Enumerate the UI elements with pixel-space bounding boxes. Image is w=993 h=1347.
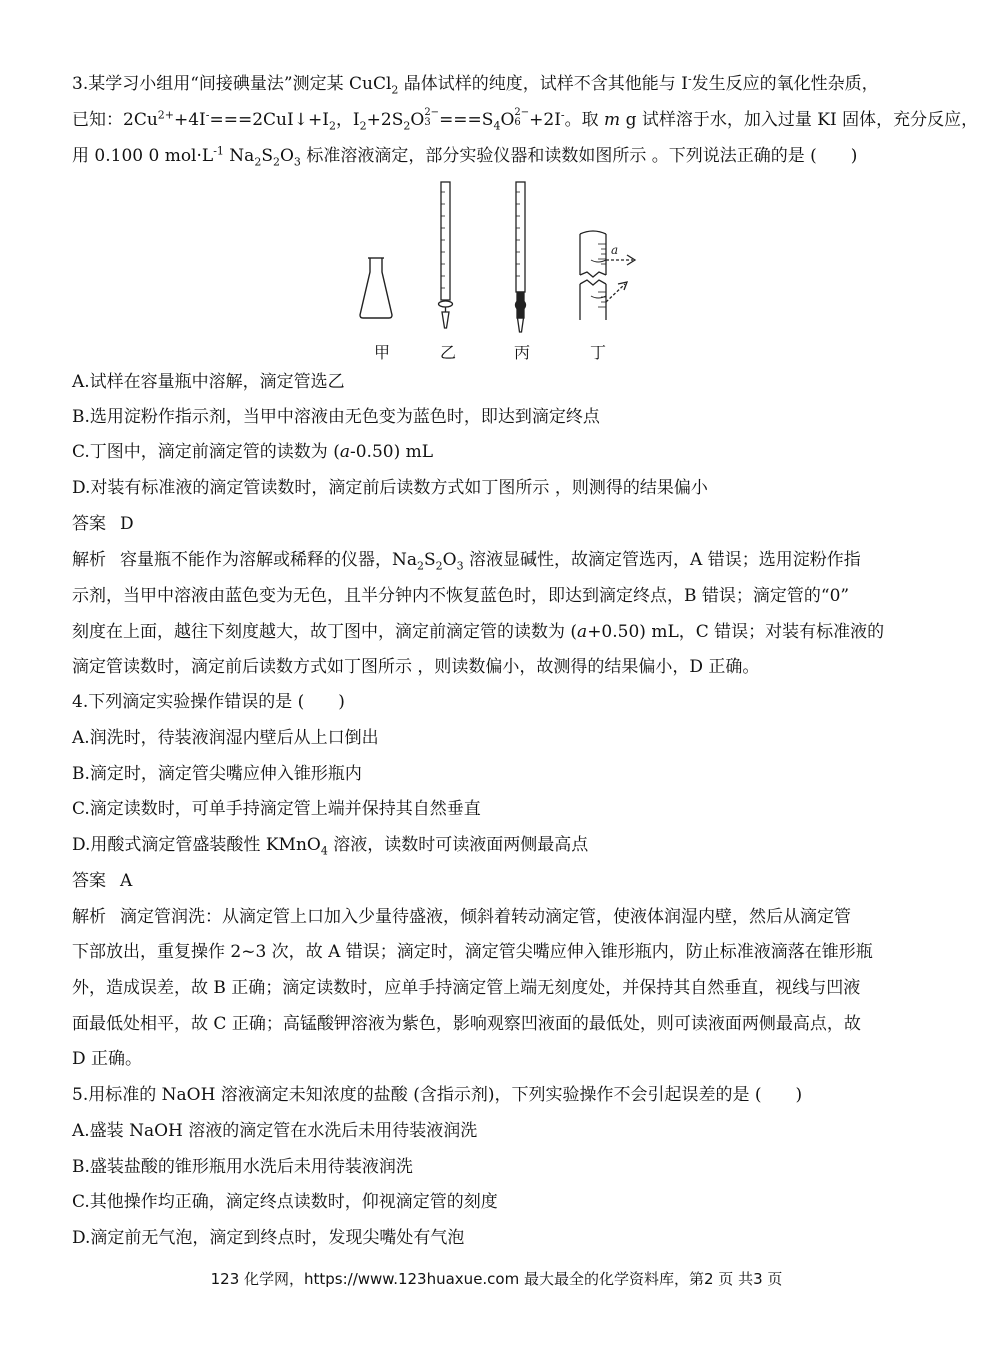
answer-value: D xyxy=(120,514,134,534)
superscript: - xyxy=(560,108,565,122)
text: ===S xyxy=(439,110,494,130)
text: g 试样溶于水，加入过量 KI 固体，充分反应， xyxy=(620,110,979,130)
text: 3.某学习小组用“间接碘量法”测定某 CuCl xyxy=(72,74,392,94)
explanation-label: 解析 xyxy=(72,550,106,570)
text: 用 0.100 0 mol·L xyxy=(72,146,214,166)
text: 容量瓶不能作为溶解或稀释的仪器，Na xyxy=(120,550,418,570)
q3-option-d: D.对装有标准液的滴定管读数时，滴定前后读数方式如丁图所示 ，则测得的结果偏小 xyxy=(72,478,708,498)
base-burette-icon xyxy=(516,182,526,332)
text: D.用酸式滴定管盛装酸性 KMnO xyxy=(72,835,321,855)
explanation-label: 解析 xyxy=(72,907,106,927)
q3-option-a: A.试样在容量瓶中溶解，滴定管选乙 xyxy=(72,372,345,392)
text: 溶液，读数时可读液面两侧最高点 xyxy=(327,835,589,855)
subscript: 4 xyxy=(320,844,328,858)
text: 发生反应的氧化性杂质， xyxy=(691,74,879,94)
text: S xyxy=(424,550,436,570)
q3-stem-line3 xyxy=(72,144,940,168)
subscript: 3 xyxy=(293,155,301,169)
q5-option-d: D.滴定前无气泡，滴定到终点时，发现尖嘴处有气泡 xyxy=(72,1228,465,1248)
text: +2S xyxy=(366,110,404,130)
ion-charge-top: 2− xyxy=(514,106,530,118)
text: +0.50) mL，C 错误；对装有标准液的 xyxy=(587,622,885,642)
variable: a xyxy=(339,442,350,462)
q5-option-a: A.盛装 NaOH 溶液的滴定管在水洗后未用待装液润洗 xyxy=(72,1121,478,1141)
q4-explanation-line3: 外，造成误差，故 B 正确；滴定读数时，应单手持滴定管上端无刻度处，并保持其自然垂直，视线与凹液 xyxy=(72,978,861,998)
ion-charge-bottom: 6 xyxy=(514,116,521,128)
q3-explanation-line3 xyxy=(72,620,940,644)
q3-option-b: B.选用淀粉作指示剂，当甲中溶液由无色变为蓝色时，即达到滴定终点 xyxy=(72,407,600,427)
q4-option-b: B.滴定时，滴定管尖嘴应伸入锥形瓶内 xyxy=(72,764,362,784)
q4-answer xyxy=(72,869,940,893)
acid-burette-icon xyxy=(439,182,453,328)
q5-option-b: B.盛装盐酸的锥形瓶用水洗后未用待装液润洗 xyxy=(72,1157,413,1177)
q5-option-c: C.其他操作均正确，滴定终点读数时，仰视滴定管的刻度 xyxy=(72,1192,498,1212)
ion-charge-bottom: 3 xyxy=(424,116,431,128)
ion-charge-top: 2− xyxy=(424,106,440,118)
subscript: 2 xyxy=(417,559,425,573)
conical-flask-icon xyxy=(360,258,392,318)
q4-option-a: A.润洗时，待装液润湿内壁后从上口倒出 xyxy=(72,728,379,748)
q3-stem-line2 xyxy=(72,106,979,133)
figure-label-jia: 甲 xyxy=(373,343,390,362)
answer-label: 答案 xyxy=(72,871,106,891)
q4-explanation-line2: 下部放出，重复操作 2~3 次，故 A 错误；滴定时，滴定管尖嘴应伸入锥形瓶内，防止标准液滴落在锥形瓶 xyxy=(72,942,873,962)
subscript: 2 xyxy=(435,559,443,573)
ion-charge xyxy=(514,108,529,128)
burette-reading-closeup-icon xyxy=(580,231,635,320)
figure-label-yi: 乙 xyxy=(439,343,456,362)
text: -0.50) mL xyxy=(349,442,434,462)
q4-stem: 4.下列滴定实验操作错误的是 ( ) xyxy=(72,692,345,712)
text: 刻度在上面，越往下刻度越大，故丁图中，滴定前滴定管的读数为 ( xyxy=(72,622,578,642)
superscript: 2+ xyxy=(157,108,174,122)
text: O xyxy=(279,146,294,166)
subscript: 2 xyxy=(391,83,399,97)
text: 溶液显碱性，故滴定管选丙，A 错误；选用淀粉作指 xyxy=(463,550,861,570)
text: S xyxy=(261,146,273,166)
ion-charge xyxy=(424,108,439,128)
q4-explanation-line1 xyxy=(72,905,940,929)
answer-label: 答案 xyxy=(72,514,106,534)
q3-explanation-line1 xyxy=(72,548,940,572)
text: ，I xyxy=(335,110,360,130)
text: O xyxy=(442,550,457,570)
page-footer: 123 化学网，https://www.123huaxue.com 最大最全的化学资料库，第2 页 共3 页 xyxy=(210,1270,783,1288)
q3-stem-line1 xyxy=(72,72,940,96)
q3-option-c xyxy=(72,440,940,464)
apparatus-drawing xyxy=(355,180,645,340)
text: 滴定管润洗：从滴定管上口加入少量待盛液，倾斜着转动滴定管，使液体润湿内壁，然后从滴定管 xyxy=(120,907,851,927)
subscript: 2 xyxy=(403,119,411,133)
variable: m xyxy=(604,110,621,130)
q4-explanation-line4: 面最低处相平，故 C 正确；高锰酸钾溶液为紫色，影响观察凹液面的最低处，则可读液面两侧最高点，故 xyxy=(72,1014,861,1034)
text: 已知：2Cu xyxy=(72,110,158,130)
variable: a xyxy=(577,622,588,642)
text: Na xyxy=(223,146,255,166)
text: +2I xyxy=(529,110,561,130)
reading-a-label: a xyxy=(611,243,619,257)
subscript: 2 xyxy=(272,155,280,169)
q3-explanation-line4: 滴定管读数时，滴定前后读数方式如丁图所示 ，则读数偏小，故测得的结果偏小，D 正确。 xyxy=(72,657,760,677)
superscript: -1 xyxy=(213,144,224,158)
text: 。取 xyxy=(564,110,605,130)
text: 晶体试样的纯度，试样不含其他能与 I xyxy=(398,74,688,94)
apparatus-figure xyxy=(355,180,645,365)
text: +4I xyxy=(174,110,206,130)
q4-explanation-line5: D 正确。 xyxy=(72,1049,143,1069)
subscript: 3 xyxy=(456,559,464,573)
figure-label-bing: 丙 xyxy=(513,343,530,362)
subscript: 2 xyxy=(359,119,367,133)
q4-option-c: C.滴定读数时，可单手持滴定管上端并保持其自然垂直 xyxy=(72,799,481,819)
subscript: 2 xyxy=(254,155,262,169)
answer-value: A xyxy=(120,871,133,891)
superscript: - xyxy=(687,72,692,86)
text: 标准溶液滴定，部分实验仪器和读数如图所示 。下列说法正确的是 ( ) xyxy=(300,146,858,166)
q3-answer xyxy=(72,512,940,536)
text: O xyxy=(410,110,425,130)
q3-explanation-line2: 示剂，当甲中溶液由蓝色变为无色，且半分钟内不恢复蓝色时，即达到滴定终点，B 错误；滴定管的“0” xyxy=(72,586,850,606)
q4-option-d xyxy=(72,833,940,857)
superscript: - xyxy=(205,108,210,122)
subscript: 2 xyxy=(328,119,336,133)
figure-label-ding: 丁 xyxy=(589,343,606,362)
text: ===2CuI↓+I xyxy=(209,110,329,130)
text: C.丁图中，滴定前滴定管的读数为 ( xyxy=(72,442,340,462)
subscript: 4 xyxy=(493,119,501,133)
text: O xyxy=(500,110,515,130)
q5-stem: 5.用标准的 NaOH 溶液滴定未知浓度的盐酸 (含指示剂)，下列实验操作不会引起误差的是 ( ) xyxy=(72,1085,803,1105)
